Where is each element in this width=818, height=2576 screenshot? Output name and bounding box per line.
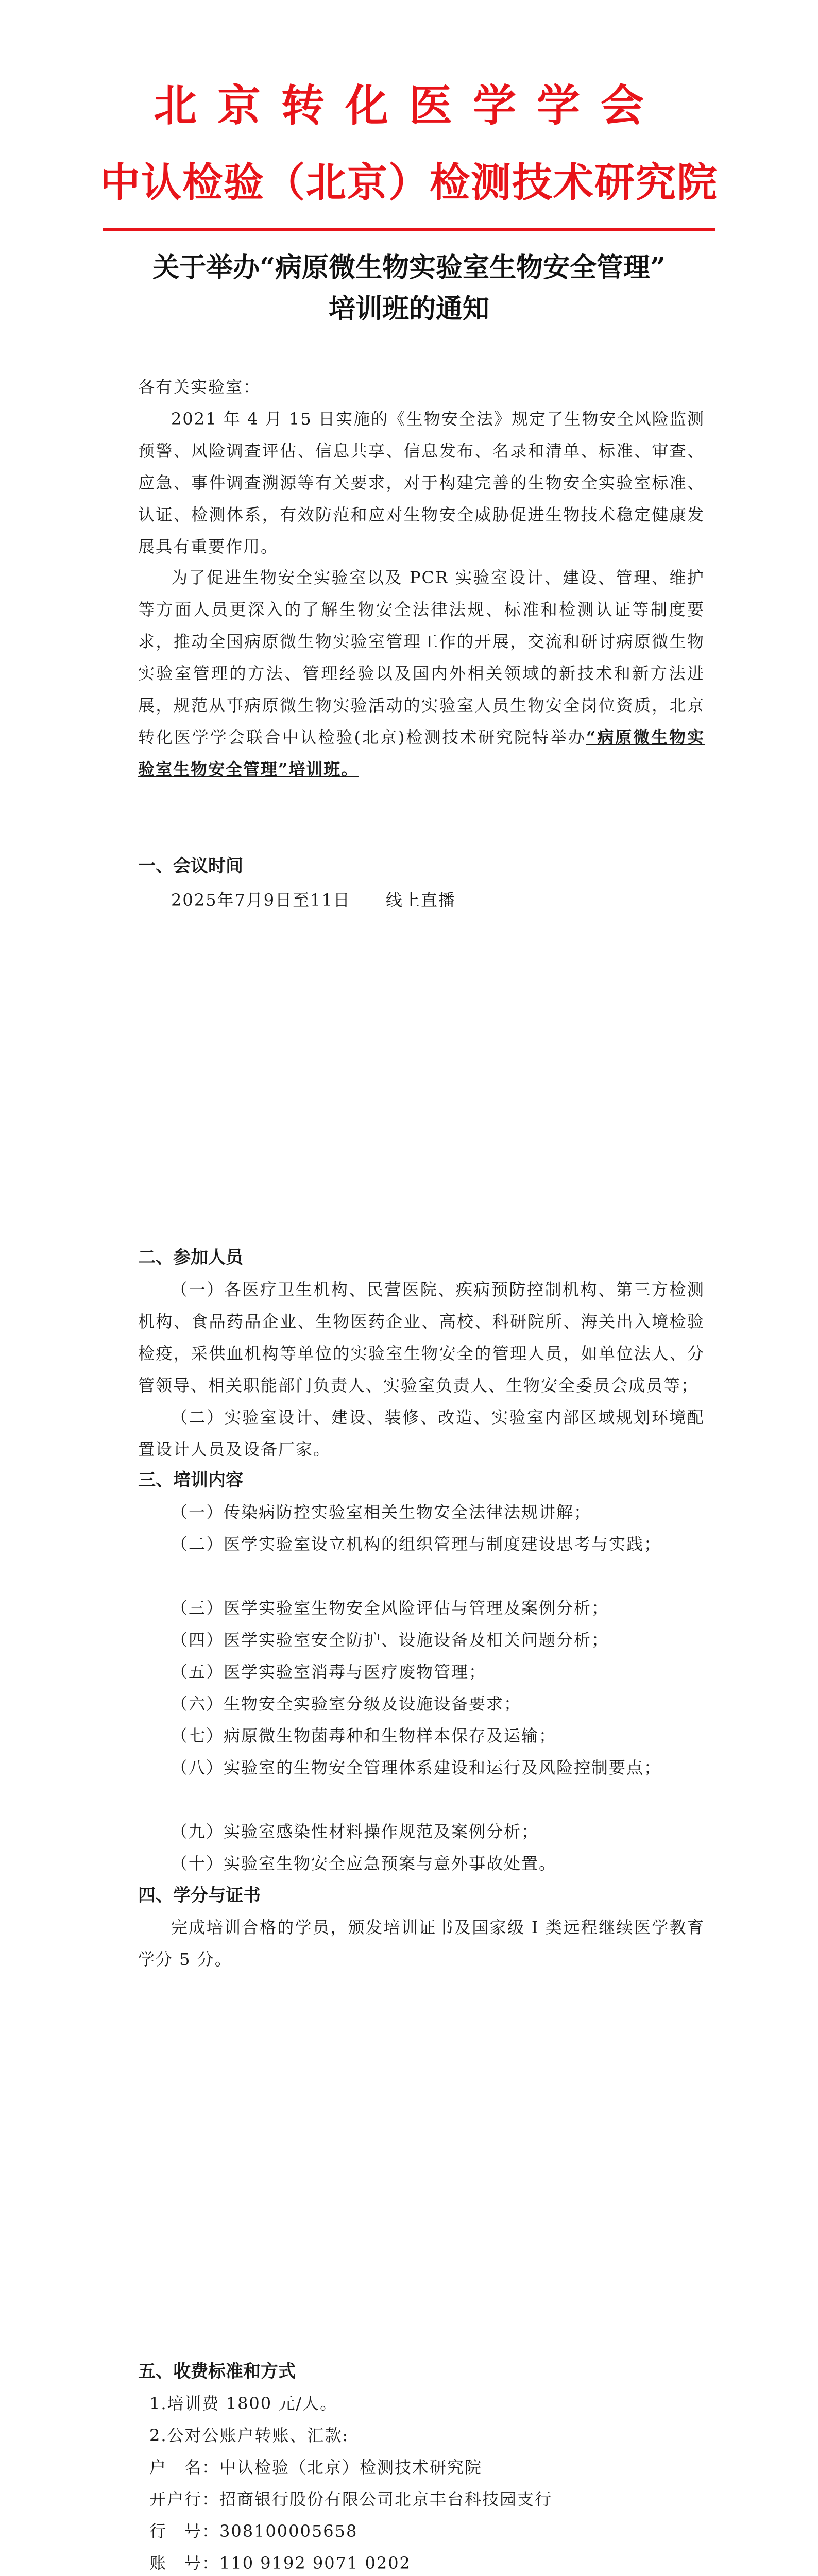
account-number: 账 号：110 9192 9071 0202 — [149, 2553, 411, 2573]
content-item-8: （八）实验室的生物安全管理体系建设和运行及风险控制要点； — [171, 1758, 662, 1777]
meeting-time: 2025年7月9日至11日 线上直播 — [171, 890, 456, 910]
content-item-9: （九）实验室感染性材料操作规范及案例分析； — [171, 1822, 539, 1841]
section-4-heading: 四、学分与证书 — [138, 1885, 261, 1906]
content-item-6: （六）生物安全实验室分级及设施设备要求； — [171, 1694, 522, 1714]
content-item-5: （五）医学实验室消毒与医疗废物管理； — [171, 1662, 487, 1682]
org-name-1: 北京转化医学学会 — [153, 80, 664, 131]
credit-paragraph: 完成培训合格的学员，颁发培训证书及国家级 I 类远程继续医学教育学分 5 分。 — [138, 1918, 705, 1969]
content-item-2: （二）医学实验室设立机构的组织管理与制度建设思考与实践； — [171, 1534, 662, 1554]
intro-paragraph-1: 2021 年 4 月 15 日实施的《生物安全法》规定了生物安全风险监测预警、风险调查评估、信息共享、信息发布、名录和清单、标准、审查、应急、事件调查溯源等有关要求，对于构建完善的生物安全实验室标准、认证、检测体系，有效防范和应对生物安全威胁促进生物技术稳定健康发展具有重要作用。 — [138, 409, 705, 556]
participants-paragraph-2: （二）实验室设计、建设、装修、改造、实验室内部区域规划环境配置设计人员及设备厂家。 — [138, 1408, 705, 1459]
section-2-heading: 二、参加人员 — [138, 1247, 243, 1268]
intro-paragraph-2-text: 为了促进生物安全实验室以及 PCR 实验室设计、建设、管理、维护等方面人员更深入的了解生物安全法律法规、标准和检测认证等制度要求，推动全国病原微生物实验室管理工作的开展，交流和研讨病原微生物实验室管理的方法、管理经验以及国内外相关领域的新技术和新方法进展，规范从事病原微生物实验活动的实验室人员生物安全岗位资质，北京转化医学学会联合中认检验(北京)检测技术研究院特举办 — [138, 568, 705, 747]
bank-name: 开户行：招商银行股份有限公司北京丰台科技园支行 — [149, 2489, 553, 2509]
participants-paragraph-1: （一）各医疗卫生机构、民营医院、疾病预防控制机构、第三方检测机构、食品药品企业、生物医药企业、高校、科研院所、海关出入境检验检疫，采供血机构等单位的实验室生物安全的管理人员，如单位法人、分管领导、相关职能部门负责人、实验室负责人、生物安全委员会成员等； — [138, 1280, 705, 1395]
salutation: 各有关实验室： — [138, 377, 261, 397]
intro-paragraph-2 — [138, 562, 705, 785]
content-item-4: （四）医学实验室安全防护、设施设备及相关问题分析； — [171, 1630, 609, 1650]
content-item-3: （三）医学实验室生物安全风险评估与管理及案例分析； — [171, 1598, 609, 1618]
section-1-heading: 一、会议时间 — [138, 856, 243, 876]
notice-title-line-1: 关于举办“病原微生物实验室生物安全管理” — [152, 252, 666, 283]
section-3-heading: 三、培训内容 — [138, 1470, 243, 1490]
intro-paragraph-2-bold: “病原微生物实验室生物安全管理”培训班。 — [138, 727, 705, 779]
content-item-7: （七）病原微生物菌毒种和生物样本保存及运输； — [171, 1726, 557, 1745]
fee-line-2: 2.公对公账户转账、汇款: — [149, 2426, 349, 2445]
content-item-1: （一）传染病防控实验室相关生物安全法律法规讲解； — [171, 1502, 592, 1522]
org-name-2: 中认检验（北京）检测技术研究院 — [99, 160, 718, 206]
account-name: 户 名：中认检验（北京）检测技术研究院 — [149, 2458, 483, 2477]
bank-code: 行 号：308100005658 — [149, 2521, 358, 2541]
notice-title-line-2: 培训班的通知 — [328, 293, 489, 325]
header-rule — [103, 228, 715, 231]
section-5-heading: 五、收费标准和方式 — [138, 2361, 296, 2382]
content-item-10: （十）实验室生物安全应急预案与意外事故处置。 — [171, 1854, 557, 1873]
fee-line-1: 1.培训费 1800 元/人。 — [149, 2394, 338, 2413]
